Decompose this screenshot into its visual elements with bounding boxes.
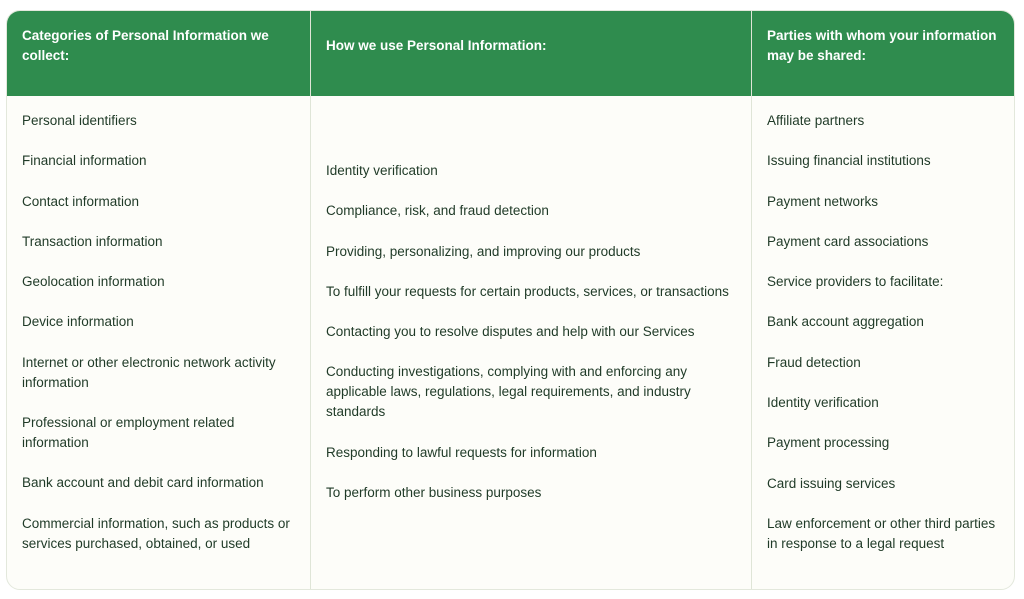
categories-list bbox=[22, 111, 300, 574]
list-item: Law enforcement or other third parties in response to a legal request bbox=[767, 515, 996, 551]
list-item: Issuing financial institutions bbox=[767, 153, 931, 169]
parties-list bbox=[767, 111, 1006, 574]
list-item: Payment card associations bbox=[767, 233, 929, 249]
list-item: Responding to lawful requests for information bbox=[326, 444, 597, 460]
list-item: Fraud detection bbox=[767, 354, 861, 370]
list-item: Service providers to facilitate: bbox=[767, 274, 944, 290]
list-item: Identity verification bbox=[767, 395, 879, 411]
list-item: To fulfill your requests for certain products, services, or transactions bbox=[326, 283, 729, 299]
list-item: Identity verification bbox=[326, 163, 438, 178]
personal-information-table bbox=[6, 10, 1015, 590]
column-parties bbox=[751, 11, 1015, 589]
list-item: Contacting you to resolve disputes and help with our Services bbox=[326, 324, 695, 340]
list-item: Contact information bbox=[22, 193, 140, 209]
list-item: Affiliate partners bbox=[767, 113, 865, 128]
list-item: Financial information bbox=[22, 153, 147, 169]
list-item: Commercial information, such as products or services purchased, obtained, or used bbox=[22, 515, 290, 551]
list-item: Bank account aggregation bbox=[767, 314, 924, 330]
column-uses bbox=[310, 11, 751, 589]
list-item: Geolocation information bbox=[22, 274, 165, 290]
column-header-parties: Parties with whom your information may be shared: bbox=[767, 28, 997, 63]
list-item: Payment processing bbox=[767, 435, 890, 451]
list-item: Transaction information bbox=[22, 233, 163, 249]
list-item: To perform other business purposes bbox=[326, 485, 542, 501]
list-item: Bank account and debit card information bbox=[22, 475, 264, 491]
column-categories bbox=[7, 11, 310, 589]
list-item: Device information bbox=[22, 314, 134, 330]
list-item: Compliance, risk, and fraud detection bbox=[326, 203, 549, 219]
list-item: Professional or employment related information bbox=[22, 415, 235, 451]
list-item: Internet or other electronic network activity information bbox=[22, 354, 276, 390]
list-item: Personal identifiers bbox=[22, 113, 137, 128]
list-item: Conducting investigations, complying with and enforcing any applicable laws, regulations, legal requirements, and industry standards bbox=[326, 364, 691, 420]
uses-list bbox=[326, 161, 741, 523]
list-item: Payment networks bbox=[767, 193, 879, 209]
column-header-categories: Categories of Personal Information we collect: bbox=[22, 28, 269, 63]
column-header-uses: How we use Personal Information: bbox=[326, 38, 547, 53]
list-item: Card issuing services bbox=[767, 475, 896, 491]
list-item: Providing, personalizing, and improving our products bbox=[326, 243, 641, 259]
